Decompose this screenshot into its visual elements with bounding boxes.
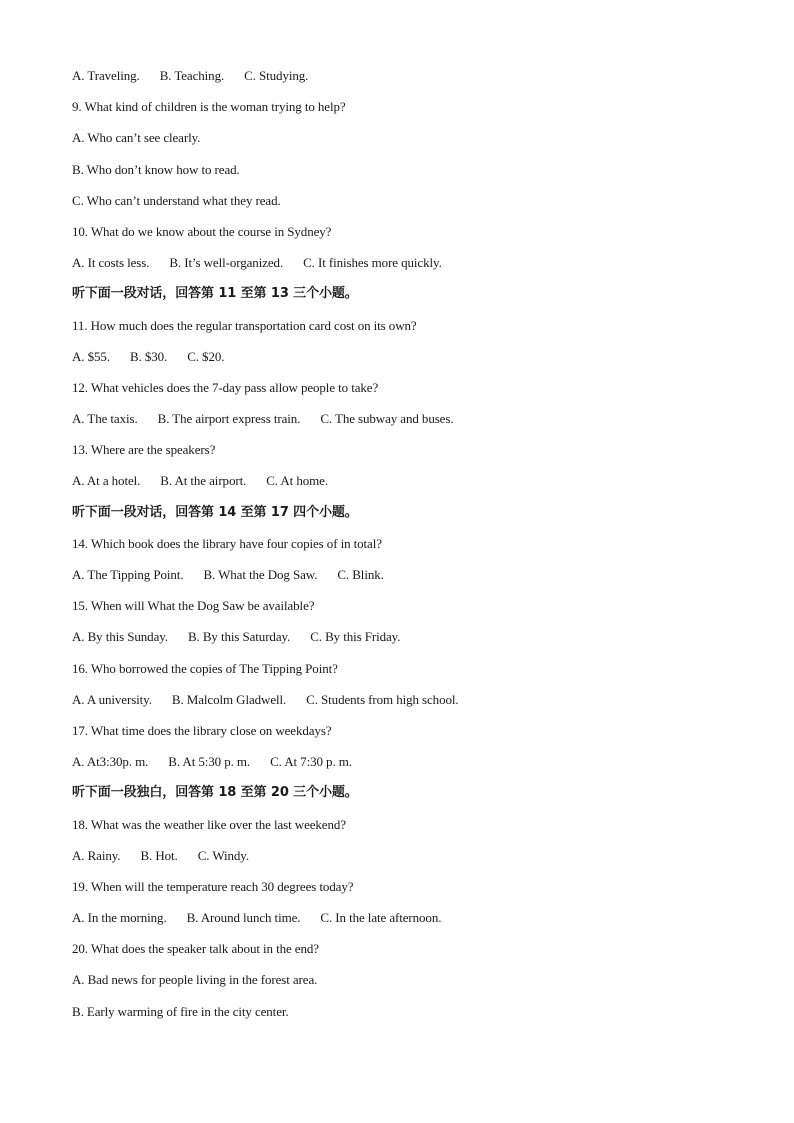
question-text: 10. What do we know about the course in Sydney?: [72, 223, 332, 239]
answer-option: A. $55.: [72, 348, 110, 364]
answer-options-row: [72, 409, 752, 440]
answer-options-row: [72, 846, 752, 877]
answer-option-line: B. Early warming of fire in the city center.: [72, 1003, 289, 1019]
question-text: 19. When will the temperature reach 30 degrees today?: [72, 878, 354, 894]
answer-option: C. It finishes more quickly.: [303, 255, 442, 271]
answer-options-row: [72, 908, 752, 939]
answer-option: A. It costs less.: [72, 255, 150, 271]
answer-option-line: C. Who can’t understand what they read.: [72, 192, 281, 208]
answer-option: B. Hot.: [140, 847, 178, 863]
answer-option: A. Traveling.: [72, 68, 140, 83]
answer-option: A. The taxis.: [72, 411, 138, 427]
answer-options-row: [72, 66, 752, 97]
answer-option: B. Teaching.: [159, 68, 225, 83]
answer-option: A. At3:30p. m.: [72, 754, 149, 770]
section-heading: 听下面一段对话，回答第 14 至第 17 四个小题。: [72, 504, 358, 520]
answer-option: C. Windy.: [197, 847, 249, 863]
answer-option: B. Malcolm Gladwell.: [171, 691, 287, 707]
question-text: 18. What was the weather like over the last weekend?: [72, 816, 346, 832]
answer-option-line: A. Bad news for people living in the forest area.: [72, 972, 318, 988]
document-page: [72, 66, 752, 1033]
answer-option: C. In the late afternoon.: [320, 910, 442, 926]
question-text: 15. When will What the Dog Saw be available?: [72, 598, 315, 614]
answer-options-row: [72, 690, 752, 721]
answer-options-row: [72, 347, 752, 378]
answer-option: C. Blink.: [337, 567, 384, 582]
answer-option: C. The subway and buses.: [320, 411, 454, 427]
answer-options-row: [72, 253, 752, 284]
answer-option: A. At a hotel.: [72, 473, 141, 489]
answer-option: B. At 5:30 p. m.: [168, 754, 251, 770]
answer-option: C. By this Friday.: [310, 629, 401, 645]
question-text: 17. What time does the library close on weekdays?: [72, 722, 332, 738]
answer-options-row: [72, 471, 752, 502]
section-heading: 听下面一段对话，回答第 11 至第 13 三个小题。: [72, 286, 358, 302]
answer-option: B. What the Dog Saw.: [203, 567, 318, 582]
question-text: 20. What does the speaker talk about in the end?: [72, 941, 319, 957]
answer-option-line: A. Who can’t see clearly.: [72, 130, 201, 146]
section-heading: 听下面一段独白，回答第 18 至第 20 三个小题。: [72, 785, 358, 801]
answer-options-row: [72, 752, 752, 783]
answer-option: C. At 7:30 p. m.: [270, 754, 352, 770]
answer-option: B. It’s well-organized.: [169, 255, 284, 271]
answer-option: B. By this Saturday.: [187, 629, 291, 645]
answer-option: B. Around lunch time.: [186, 910, 301, 926]
answer-option: A. Rainy.: [72, 847, 121, 863]
answer-option: B. At the airport.: [160, 473, 247, 489]
question-text: 14. Which book does the library have four copies of in total?: [72, 535, 382, 551]
answer-option: A. A university.: [72, 691, 152, 707]
answer-options-row: [72, 627, 752, 658]
answer-option: C. Studying.: [244, 68, 309, 83]
answer-option: A. The Tipping Point.: [72, 567, 184, 582]
question-text: 16. Who borrowed the copies of The Tipping Point?: [72, 660, 338, 676]
answer-option: C. $20.: [187, 348, 225, 364]
answer-option: B. The airport express train.: [157, 411, 301, 427]
answer-option: A. By this Sunday.: [72, 629, 168, 645]
answer-option: C. Students from high school.: [306, 691, 459, 707]
question-text: 12. What vehicles does the 7-day pass allow people to take?: [72, 379, 379, 395]
answer-option: A. In the morning.: [72, 910, 167, 926]
answer-option: C. At home.: [266, 473, 328, 489]
answer-option-line: B. Who don’t know how to read.: [72, 161, 240, 177]
question-text: 11. How much does the regular transportation card cost on its own?: [72, 317, 417, 333]
answer-options-row: [72, 565, 752, 596]
answer-option: B. $30.: [129, 348, 168, 364]
question-text: 9. What kind of children is the woman trying to help?: [72, 99, 346, 115]
question-text: 13. Where are the speakers?: [72, 442, 216, 458]
